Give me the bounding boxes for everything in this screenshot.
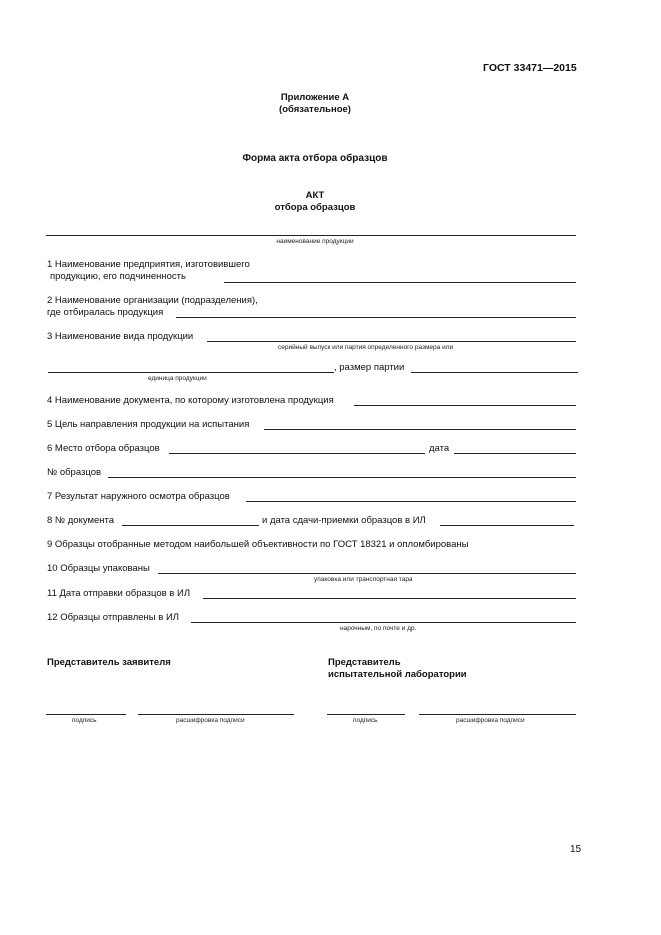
lab-representative-label-line2: испытательной лаборатории bbox=[328, 669, 467, 680]
field-11-line[interactable] bbox=[203, 598, 576, 599]
field-5-label: 5 Цель направления продукции на испытания bbox=[47, 419, 250, 430]
field-8-date-label: и дата сдачи-приемки образцов в ИЛ bbox=[262, 515, 426, 526]
act-title: АКТ bbox=[305, 190, 325, 201]
field-4-line[interactable] bbox=[354, 405, 576, 406]
field-10-caption: упаковка или транспортная тара bbox=[314, 576, 413, 583]
page-number: 15 bbox=[570, 844, 582, 855]
form-title: Форма акта отбора образцов bbox=[242, 153, 388, 164]
lab-signature-caption: подпись bbox=[353, 717, 378, 724]
field-8-document-line[interactable] bbox=[122, 525, 259, 526]
field-2-label-line1: 2 Наименование организации (подразделения), bbox=[47, 295, 258, 306]
field-2-line[interactable] bbox=[176, 317, 576, 318]
applicant-representative-label: Представитель заявителя bbox=[47, 657, 171, 668]
field-6-date-line[interactable] bbox=[454, 453, 576, 454]
field-10-line[interactable] bbox=[158, 573, 576, 574]
unit-caption: единица продукции bbox=[148, 375, 207, 382]
field-6-line[interactable] bbox=[169, 453, 425, 454]
applicant-decoding-caption: расшифровка подписи bbox=[176, 717, 245, 724]
field-12-label: 12 Образцы отправлены в ИЛ bbox=[47, 612, 180, 623]
field-12-line[interactable] bbox=[191, 622, 576, 623]
applicant-signature-caption: подпись bbox=[72, 717, 97, 724]
lab-decoding-caption: расшифровка подписи bbox=[456, 717, 525, 724]
applicant-signature-line[interactable] bbox=[46, 714, 126, 715]
field-2-label-line2: где отбиралась продукция bbox=[47, 307, 164, 318]
appendix-status: (обязательное) bbox=[279, 104, 351, 115]
field-1-label-line1: 1 Наименование предприятия, изготовившего bbox=[47, 259, 250, 270]
field-3-caption: серийный выпуск или партия определенного размера или bbox=[278, 344, 454, 351]
product-name-caption: наименование продукции bbox=[276, 238, 354, 245]
field-3-label: 3 Наименование вида продукции bbox=[47, 331, 194, 342]
field-10-label: 10 Образцы упакованы bbox=[47, 563, 150, 574]
field-8-date-line[interactable] bbox=[440, 525, 574, 526]
field-11-label: 11 Дата отправки образцов в ИЛ bbox=[47, 588, 191, 599]
lab-signature-line[interactable] bbox=[327, 714, 405, 715]
field-5-line[interactable] bbox=[264, 429, 576, 430]
lab-representative-label-line1: Представитель bbox=[328, 657, 401, 668]
product-name-line[interactable] bbox=[46, 235, 576, 236]
sample-number-line[interactable] bbox=[108, 477, 576, 478]
field-4-label: 4 Наименование документа, по которому изготовлена продукция bbox=[47, 395, 334, 406]
field-1-line[interactable] bbox=[224, 282, 576, 283]
field-7-line[interactable] bbox=[246, 501, 576, 502]
batch-size-line[interactable] bbox=[411, 372, 578, 373]
batch-size-label: , размер партии bbox=[334, 362, 405, 373]
field-7-label: 7 Результат наружного осмотра образцов bbox=[47, 491, 230, 502]
field-1-label-line2: продукцию, его подчиненность bbox=[50, 271, 186, 282]
applicant-decoding-line[interactable] bbox=[138, 714, 294, 715]
field-8-label: 8 № документа bbox=[47, 515, 115, 526]
unit-line[interactable] bbox=[48, 372, 334, 373]
field-12-caption: нарочным, по почте и др. bbox=[340, 625, 417, 632]
sample-number-label: № образцов bbox=[47, 467, 102, 478]
lab-decoding-line[interactable] bbox=[419, 714, 576, 715]
field-6-label: 6 Место отбора образцов bbox=[47, 443, 160, 454]
field-9-label: 9 Образцы отобранные методом наибольшей объективности по ГОСТ 18321 и опломбированы bbox=[47, 539, 469, 550]
field-6-date-label: дата bbox=[429, 443, 450, 454]
field-3-line[interactable] bbox=[207, 341, 576, 342]
act-subtitle: отбора образцов bbox=[274, 202, 356, 213]
appendix-title: Приложение А bbox=[280, 92, 350, 103]
standard-number: ГОСТ 33471—2015 bbox=[483, 62, 577, 74]
